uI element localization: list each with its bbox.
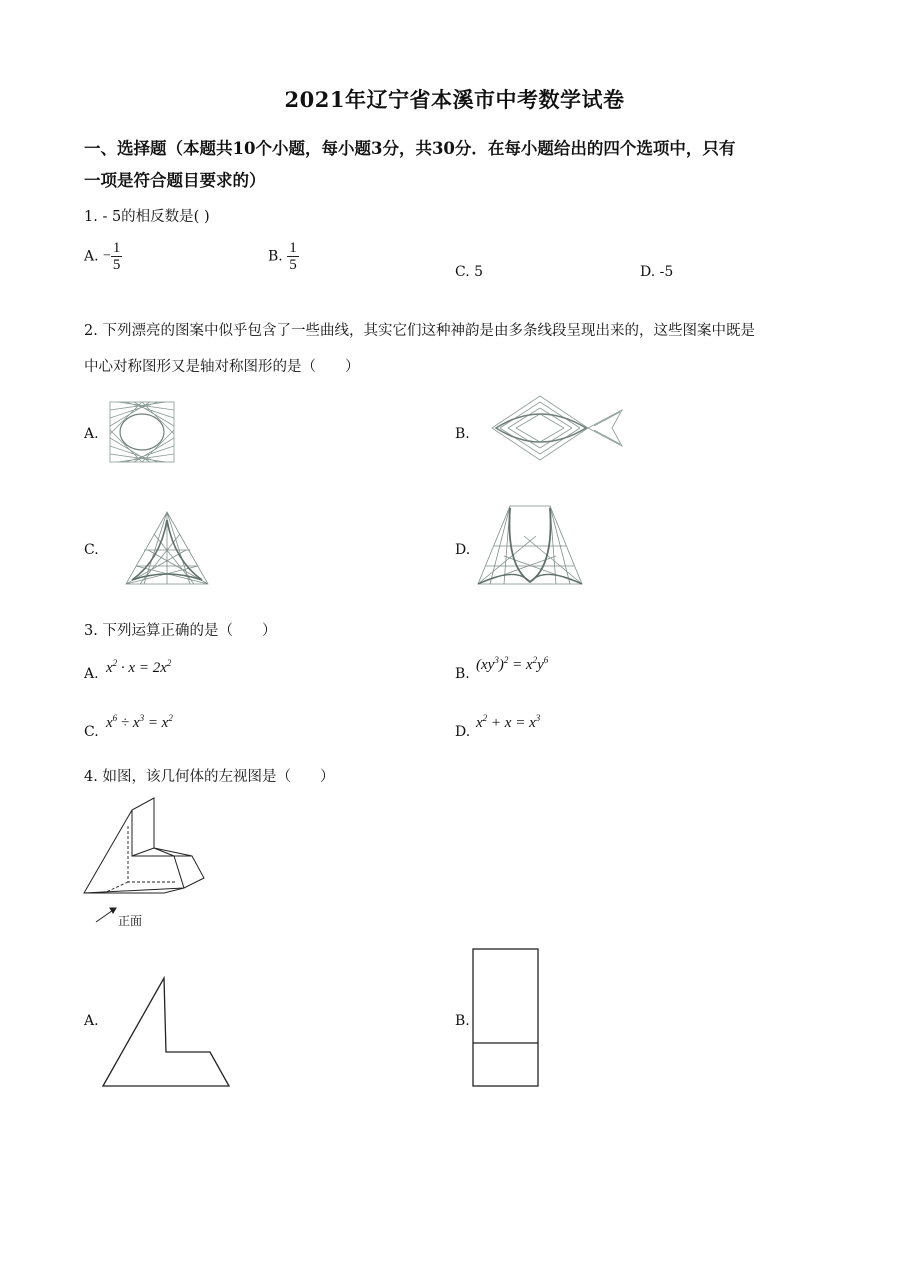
question-2-stem (84, 321, 844, 377)
triangle-string-art-icon[interactable] (124, 510, 210, 586)
q1-option-d-value: -5 (659, 264, 674, 280)
q4-option-a-figure[interactable] (102, 976, 232, 1088)
page-title: 2021年辽宁省本溪市中考数学试卷 (284, 87, 625, 112)
fish-string-art-icon[interactable] (490, 392, 626, 464)
question-4-stem: 4. 如图，该几何体的左视图是（ ） (84, 769, 335, 785)
q1-option-b-numerator: 1 (289, 240, 297, 256)
q1-option-d[interactable] (640, 264, 673, 280)
q2-option-b-letter[interactable]: B. (455, 426, 470, 442)
section-heading-line2: 一项是符合题目要求的） (84, 171, 266, 190)
q3-option-d-letter[interactable]: D. (455, 724, 471, 740)
q3-option-b-formula[interactable]: $(xy^3)^2 = x^2y^6$ (476, 655, 549, 673)
q3-option-d-formula[interactable]: $x^2 + x = x^3$ (476, 713, 541, 731)
q1-option-a-fraction (111, 240, 123, 273)
q1-option-a-numerator: 1 (112, 240, 121, 256)
q3-option-a-formula[interactable]: $x^2 \cdot x = 2x^2$ (106, 658, 172, 676)
q1-option-c[interactable] (455, 264, 483, 280)
q1-option-b-letter: B. (268, 248, 283, 265)
q3-option-a-letter[interactable]: A. (84, 666, 99, 682)
question-1-stem: 1. - 5的相反数是( ) (84, 209, 210, 225)
q2-option-c-letter[interactable]: C. (84, 542, 99, 558)
q1-option-b-fraction (287, 240, 299, 273)
section-heading (84, 133, 824, 197)
q3-option-c-formula[interactable]: $x^6 \div x^3 = x^2$ (106, 713, 173, 731)
front-view-label: 正面 (118, 914, 143, 928)
q1-option-d-letter: D. (640, 264, 656, 280)
q1-option-a[interactable] (84, 240, 122, 273)
section-heading-line1: 一、选择题（本题共10个小题，每小题3分，共30分．在每小题给出的四个选项中，只有 (84, 139, 736, 158)
q3-option-b-letter[interactable]: B. (455, 666, 470, 682)
q2-option-d-letter[interactable]: D. (455, 542, 471, 558)
q4-option-b-letter[interactable]: B. (455, 1013, 470, 1029)
q3-option-c-letter[interactable]: C. (84, 724, 99, 740)
question-3-stem: 3. 下列运算正确的是（ ） (84, 623, 277, 639)
question-2-stem-line1: 2. 下列漂亮的图案中似乎包含了一些曲线，其实它们这种神韵是由多条线段呈现出来的，这些图案中既是 (84, 323, 755, 339)
q2-option-a-letter[interactable]: A. (84, 426, 99, 442)
q1-option-a-letter: A. (84, 248, 99, 265)
trapezoid-string-art-icon[interactable] (476, 496, 584, 586)
solid-figure-icon (82, 796, 206, 930)
q4-option-b-figure[interactable] (472, 948, 540, 1088)
question-2-stem-line2: 中心对称图形又是轴对称图形的是（ ） (84, 359, 360, 375)
square-string-art-icon[interactable] (108, 400, 176, 464)
q1-option-a-sign: − (103, 248, 111, 264)
q1-option-c-letter: C. (455, 264, 470, 280)
q1-option-b-denominator: 5 (289, 257, 297, 273)
q1-option-c-value: 5 (474, 264, 484, 280)
q1-option-a-denominator: 5 (112, 257, 121, 273)
q1-option-b[interactable] (268, 240, 299, 273)
q4-option-a-letter[interactable]: A. (84, 1013, 99, 1029)
